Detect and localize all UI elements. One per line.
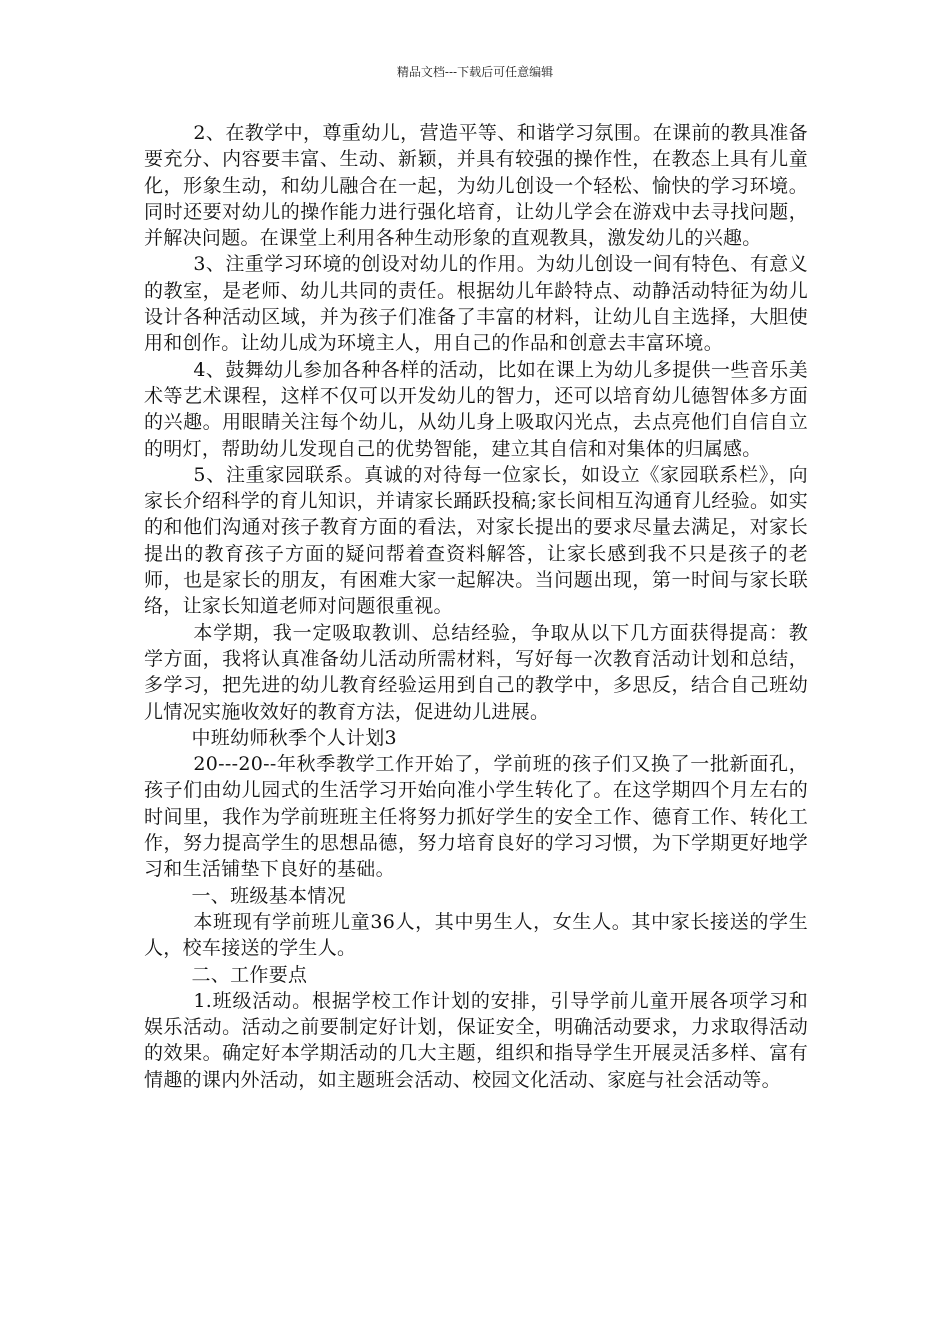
heading-work-points: 二、工作要点 xyxy=(191,963,308,986)
heading-class-basic-info: 一、班级基本情况 xyxy=(191,884,346,907)
paragraph-autumn-intro: 20---20--年秋季教学工作开始了，学前班的孩子们又换了一批新面孔，孩子们由幼儿园式的生活学习开始向准小学生转化了。在这学期四个月左右的时间里，我作为学前班班主任将努力抓好学生的安全工作、德育工作、转化工作，努力提高学生的思想品德，努力培育良好的学习习惯，为下学期更好地学习和生活铺垫下良好的基础。 xyxy=(144,753,808,881)
paragraph-semester-goals: 本学期，我一定吸取教训、总结经验，争取从以下几方面获得提高：教学方面，我将认真准备幼儿活动所需材料，写好每一次教育活动计划和总结，多学习，把先进的幼儿教育经验运用到自己的教学中，多思反，结合自己班幼儿情况实施收效好的教育方法，促进幼儿进展。 xyxy=(144,621,808,723)
paragraph-encourage-activities: 4、鼓舞幼儿参加各种各样的活动，比如在课上为幼儿多提供一些音乐美术等艺术课程，这样不仅可以开发幼儿的智力，还可以培育幼儿德智体多方面的兴趣。用眼睛关注每个幼儿，从幼儿身上吸取闪光点，去点亮他们自信自立的明灯，帮助幼儿发现自己的优势智能，建立其自信和对集体的归属感。 xyxy=(144,358,808,460)
paragraph-teaching-respect: 2、在教学中，尊重幼儿，营造平等、和谐学习氛围。在课前的教具准备要充分、内容要丰富、生动、新颖，并具有较强的操作性，在教态上具有儿童化，形象生动，和幼儿融合在一起，为幼儿创设一个轻松、愉快的学习环境。同时还要对幼儿的操作能力进行强化培育，让幼儿学会在游戏中去寻找问题，并解决问题。在课堂上利用各种生动形象的直观教具，激发幼儿的兴趣。 xyxy=(144,122,808,250)
page-header: 精品文档---下载后可任意编辑 xyxy=(396,65,554,79)
paragraph-learning-environment: 3、注重学习环境的创设对幼儿的作用。为幼儿创设一间有特色、有意义的教室，是老师、幼儿共同的责任。根据幼儿年龄特点、动静活动特征为幼儿设计各种活动区域，并为孩子们准备了丰富的材料，让幼儿自主选择，大胆使用和创作。让幼儿成为环境主人，用自己的作品和创意去丰富环境。 xyxy=(144,253,808,355)
paragraph-home-school-contact: 5、注重家园联系。真诚的对待每一位家长，如设立《家园联系栏》，向家长介绍科学的育儿知识，并请家长踊跃投稿;家长间相互沟通育儿经验。如实的和他们沟通对孩子教育方面的看法，对家长提出的要求尽量去满足，对家长提出的教育孩子方面的疑问帮着查资料解答，让家长感到我不只是孩子的老师，也是家长的朋友，有困难大家一起解决。当问题出现，第一时间与家长联络，让家长知道老师对问题很重视。 xyxy=(144,463,808,618)
section-title-plan-3: 中班幼师秋季个人计划3 xyxy=(191,726,397,749)
paragraph-class-info: 本班现有学前班儿童36人，其中男生人，女生人。其中家长接送的学生人，校车接送的学生人。 xyxy=(144,910,808,960)
document-body xyxy=(144,120,808,1093)
paragraph-class-activities: 1.班级活动。根据学校工作计划的安排，引导学前儿童开展各项学习和娱乐活动。活动之前要制定好计划，保证安全，明确活动要求，力求取得活动的效果。确定好本学期活动的几大主题，组织和指导学生开展灵活多样、富有情趣的课内外活动，如主题班会活动、校园文化活动、家庭与社会活动等。 xyxy=(144,989,808,1091)
